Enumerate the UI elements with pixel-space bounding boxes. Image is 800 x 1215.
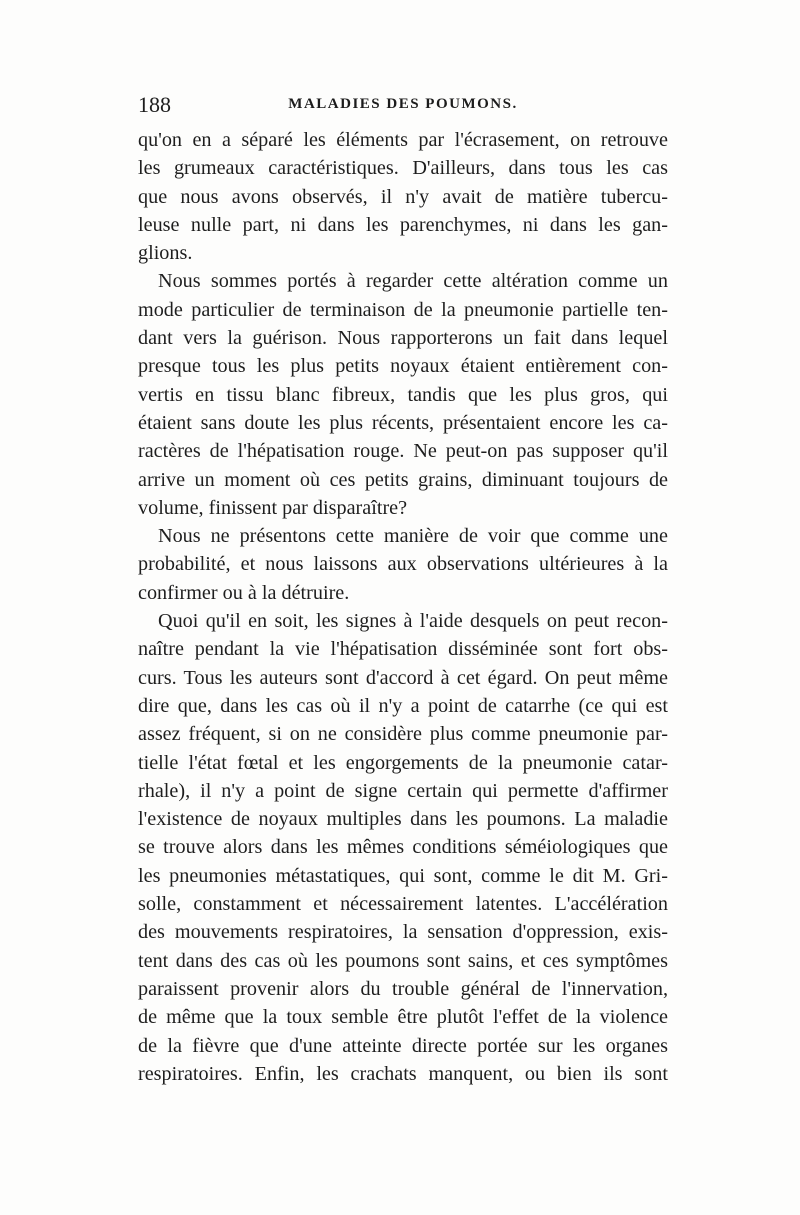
text-line: dire que, dans les cas où il n'y a point de catarrhe (ce qui est <box>138 694 668 717</box>
text-line: étaient sans doute les plus récents, présentaient encore les ca- <box>138 411 668 434</box>
text-line: de même que la toux semble être plutôt l'effet de la violence <box>138 1006 668 1029</box>
text-line: volume, finissent par disparaître? <box>138 496 408 519</box>
text-line: les grumeaux caractéristiques. D'ailleurs, dans tous les cas <box>138 157 668 180</box>
paragraph <box>138 126 668 267</box>
text-line: que nous avons observés, il n'y avait de matière tubercu- <box>138 185 668 208</box>
text-line: assez fréquent, si on ne considère plus comme pneumonie par- <box>138 723 668 746</box>
text-line: probabilité, et nous laissons aux observations ultérieures à la <box>138 553 668 576</box>
running-head: MALADIES DES POUMONS. <box>288 96 518 112</box>
text-line: respiratoires. Enfin, les crachats manquent, ou bien ils sont <box>138 1062 668 1085</box>
text-line: confirmer ou à la détruire. <box>138 581 350 604</box>
text-line: dant vers la guérison. Nous rapporterons un fait dans lequel <box>138 327 668 350</box>
text-line: des mouvements respiratoires, la sensation d'oppression, exis- <box>138 921 668 944</box>
paragraph <box>138 522 668 607</box>
paragraph <box>138 607 668 1088</box>
text-line: glions. <box>138 242 193 265</box>
text-line: curs. Tous les auteurs sont d'accord à cet égard. On peut même <box>138 666 668 689</box>
text-line: leuse nulle part, ni dans les parenchymes, ni dans les gan- <box>138 213 668 236</box>
body-text <box>138 126 668 1088</box>
text-line: les pneumonies métastatiques, qui sont, comme le dit M. Gri- <box>138 864 668 887</box>
text-line: se trouve alors dans les mêmes conditions séméiologiques que <box>138 836 668 859</box>
text-line: rhale), il n'y a point de signe certain qui permette d'affirmer <box>138 779 668 802</box>
text-line: vertis en tissu blanc fibreux, tandis que les plus gros, qui <box>138 383 668 406</box>
text-line: arrive un moment où ces petits grains, diminuant toujours de <box>138 468 668 491</box>
text-line: Quoi qu'il en soit, les signes à l'aide desquels on peut recon- <box>158 610 668 633</box>
text-line: presque tous les plus petits noyaux étaient entièrement con- <box>138 355 668 378</box>
text-line: Nous ne présentons cette manière de voir que comme une <box>158 525 668 548</box>
text-line: solle, constamment et nécessairement latentes. L'accélération <box>138 893 668 916</box>
text-line: ractères de l'hépatisation rouge. Ne peut-on pas supposer qu'il <box>138 440 668 463</box>
text-line: tent dans des cas où les poumons sont sains, et ces symptômes <box>138 949 668 972</box>
text-line: qu'on en a séparé les éléments par l'écrasement, on retrouve <box>138 129 668 151</box>
text-line: paraissent provenir alors du trouble général de l'innervation, <box>138 977 668 1000</box>
paragraph <box>138 267 668 522</box>
text-line: Nous sommes portés à regarder cette altération comme un <box>158 270 668 293</box>
text-line: mode particulier de terminaison de la pneumonie partielle ten- <box>138 298 668 321</box>
text-line: naître pendant la vie l'hépatisation disséminée sont fort obs- <box>138 638 668 661</box>
text-line: tielle l'état fœtal et les engorgements de la pneumonie catar- <box>138 751 668 774</box>
page-number: 188 <box>138 92 171 117</box>
text-line: de la fièvre que d'une atteinte directe portée sur les organes <box>138 1034 668 1057</box>
text-line: l'existence de noyaux multiples dans les poumons. La maladie <box>138 808 668 831</box>
page-header <box>138 92 668 122</box>
